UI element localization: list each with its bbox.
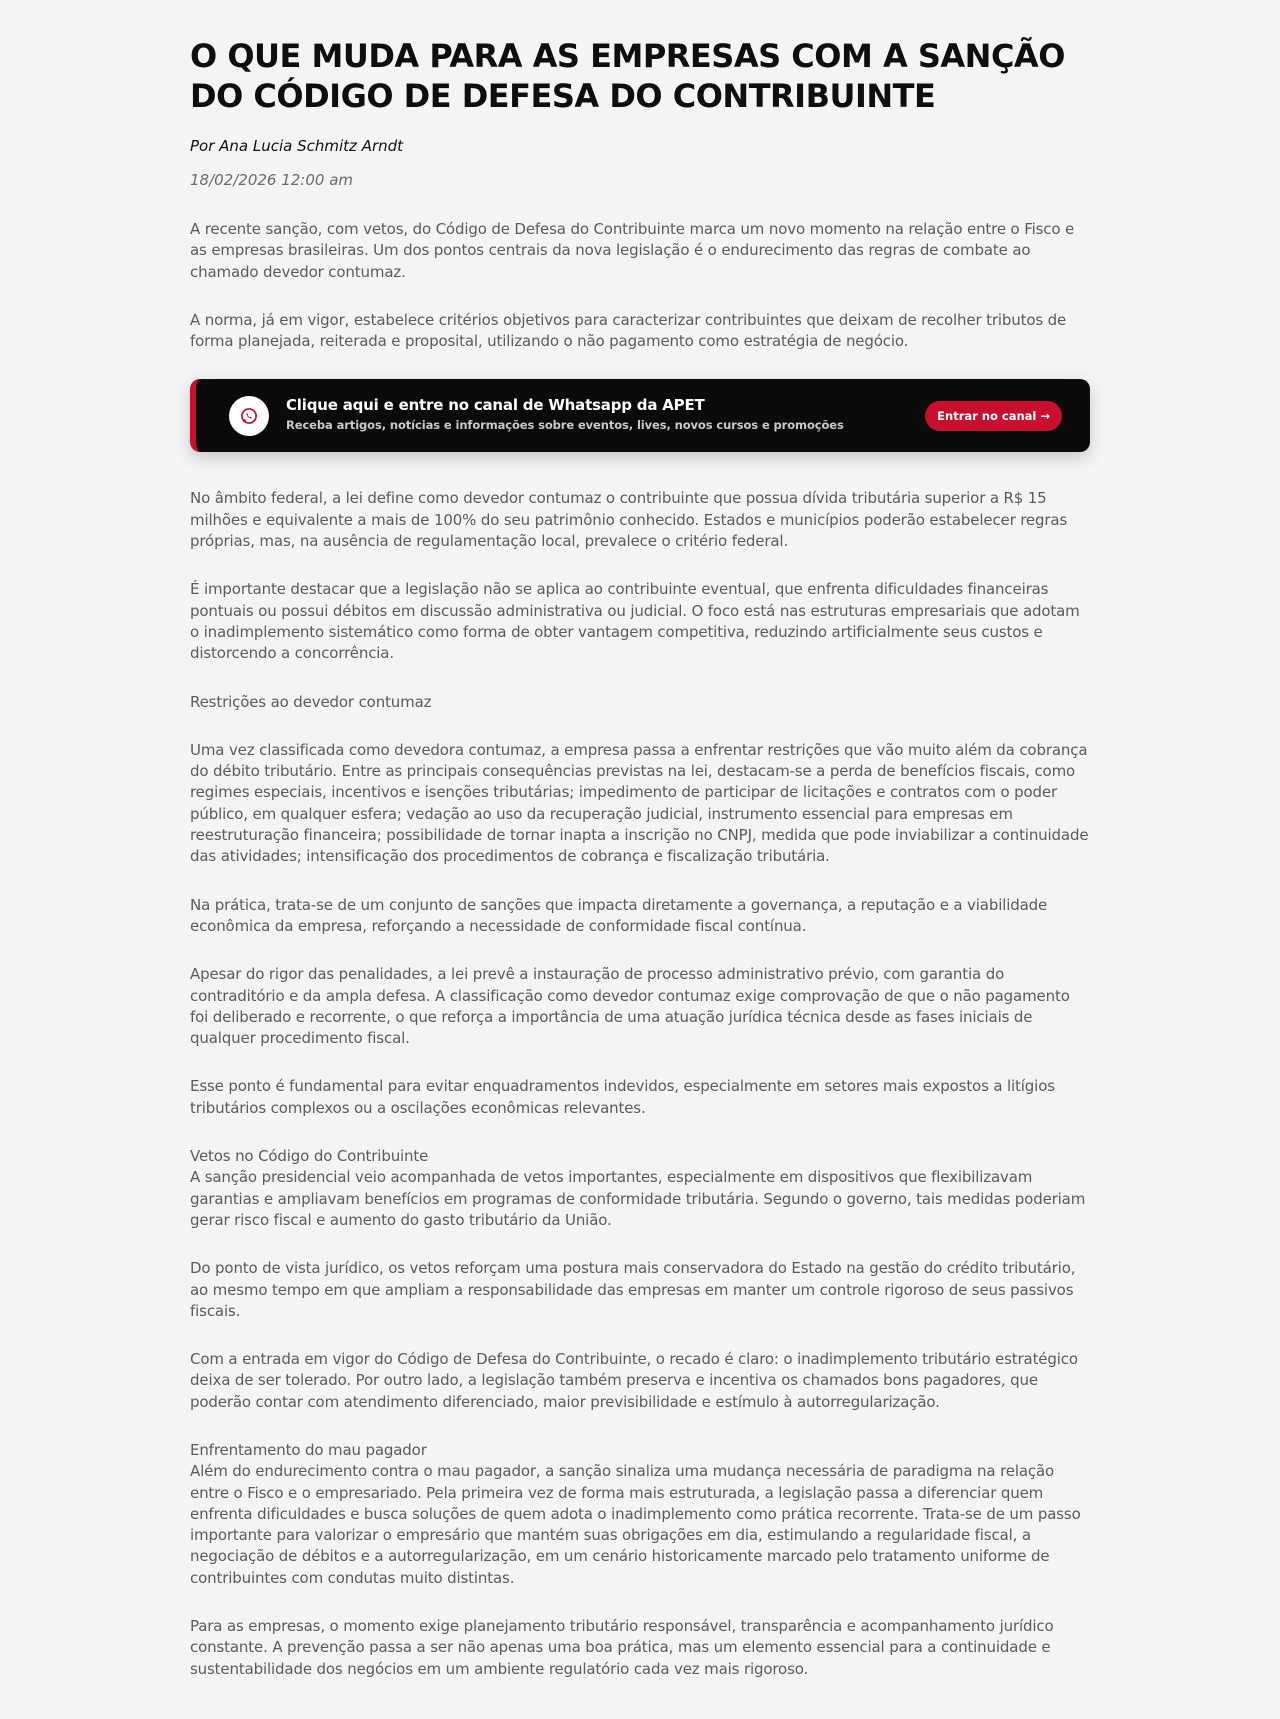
paragraph: Do ponto de vista jurídico, os vetos reforçam uma postura mais conservadora do Estado na gestão do crédito tributário, ao mesmo tempo em que ampliam a responsabilidade das empresas em manter um controle rigoroso de seus passivos fiscais. — [190, 1259, 1076, 1320]
closing-paragraph: Para as empresas, o momento exige planejamento tributário responsável, transparência e acompanhamento jurídico constante. A prevenção passa a ser não apenas uma boa prática, mas um elemento essencial para a continuidade e sustentabilidade dos negócios em um ambiente regulatório cada vez mais rigoroso. — [190, 1617, 1054, 1678]
section-text: Além do endurecimento contra o mau pagador, a sanção sinaliza uma mudança necessária de paradigma na relação entre o Fisco e o empresariado. Pela primeira vez de forma mais estruturada, a legislação passa a diferenciar quem enfrenta dificuldades e busca soluções de quem adota o inadimplemento como prática recorrente. Trata-se de um passo importante para valorizar o empresário que mantém suas obrigações em dia, estimulando a regularidade fiscal, a negociação de débitos e a autorregularização, em um cenário historicamente marcado pelo tratamento uniforme de contribuintes com condutas muito distintas. — [190, 1462, 1081, 1587]
paragraph: Com a entrada em vigor do Código de Defesa do Contribuinte, o recado é claro: o inadimplemento tributário estratégico deixa de ser tolerado. Por outro lado, a legislação também preserva e incentiva os chamados bons pagadores, que poderão contar com atendimento diferenciado, maior previsibilidade e estímulo à autorregularização. — [190, 1350, 1078, 1411]
paragraph: Na prática, trata-se de um conjunto de sanções que impacta diretamente a governança, a reputação e a viabilidade econômica da empresa, reforçando a necessidade de conformidade fiscal contínua. — [190, 895, 1048, 935]
paragraph: Esse ponto é fundamental para evitar enquadramentos indevidos, especialmente em setores mais expostos a litígios tributários complexos ou a oscilações econômicas relevantes. — [190, 1077, 1055, 1117]
paragraph: É importante destacar que a legislação não se aplica ao contribuinte eventual, que enfrenta dificuldades financeiras pontuais ou possui débitos em discussão administrativa ou judicial. O foco está nas estruturas empresariais que adotam o inadimplemento sistemático como forma de obter vantagem competitiva, reduzindo artificialmente seus custos e distorcendo a concorrência. — [190, 580, 1080, 663]
paragraph: A recente sanção, com vetos, do Código de Defesa do Contribuinte marca um novo momento na relação entre o Fisco e as empresas brasileiras. Um dos pontos centrais da nova legislação é o endurecimento das regras de combate ao chamado devedor contumaz. — [190, 220, 1075, 281]
cta-title: Clique aqui e entre no canal de Whatsapp da APET — [286, 396, 705, 415]
whatsapp-channel-banner[interactable] — [190, 379, 1090, 452]
whatsapp-icon — [229, 396, 269, 436]
section-heading: Vetos no Código do Contribuinte — [190, 1147, 429, 1166]
paragraph: No âmbito federal, a lei define como devedor contumaz o contribuinte que possua dívida tributária superior a R$ 15 milhões e equivalente a mais de 100% do seu patrimônio conhecido. Estados e municípios poderão estabelecer regras próprias, mas, na ausência de regulamentação local, prevalece o critério federal. — [190, 489, 1068, 551]
join-channel-button[interactable]: Entrar no canal → — [925, 401, 1062, 431]
article-body — [190, 219, 1090, 1680]
section-mau-pagador — [190, 1440, 1090, 1589]
section-text: A sanção presidencial veio acompanhada de vetos importantes, especialmente em dispositivos que flexibilizavam garantias e ampliavam benefícios em programas de conformidade tributária. Segundo o governo, tais medidas poderiam gerar risco fiscal e aumento do gasto tributário da União. — [190, 1168, 1086, 1229]
article-author: Por Ana Lucia Schmitz Arndt — [190, 137, 404, 155]
section-vetos — [190, 1146, 1090, 1231]
article-title: O QUE MUDA PARA AS EMPRESAS COM A SANÇÃO DO CÓDIGO DE DEFESA DO CONTRIBUINTE — [190, 37, 1065, 115]
article-date: 18/02/2026 12:00 am — [190, 171, 354, 189]
section-heading: Restrições ao devedor contumaz — [190, 692, 432, 711]
paragraph: Uma vez classificada como devedora contumaz, a empresa passa a enfrentar restrições que vão muito além da cobrança do débito tributário. Entre as principais consequências previstas na lei, destacam-se a perda de benefícios fiscais, como regimes especiais, incentivos e isenções tributárias; impedimento de participar de licitações e contratos com o poder público, em qualquer esfera; vedação ao uso da recuperação judicial, instrumento essencial para empresas em reestruturação financeira; possibilidade de tornar inapta a inscrição no CNPJ, medida que pode inviabilizar a continuidade das atividades; intensificação dos procedimentos de cobrança e fiscalização tributária. — [190, 740, 1089, 866]
paragraph: Apesar do rigor das penalidades, a lei prevê a instauração de processo administrativo prévio, com garantia do contraditório e da ampla defesa. A classificação como devedor contumaz exige comprovação de que o não pagamento foi deliberado e recorrente, o que reforça a importância de uma atuação jurídica técnica desde as fases iniciais de qualquer procedimento fiscal. — [190, 965, 1070, 1048]
section-heading: Enfrentamento do mau pagador — [190, 1440, 427, 1459]
paragraph: A norma, já em vigor, estabelece critérios objetivos para caracterizar contribuintes que deixam de recolher tributos de forma planejada, reiterada e proposital, utilizando o não pagamento como estratégia de negócio. — [190, 310, 1067, 351]
cta-subtitle: Receba artigos, notícias e informações sobre eventos, lives, novos cursos e promoções — [286, 418, 844, 433]
article — [190, 0, 1090, 1707]
